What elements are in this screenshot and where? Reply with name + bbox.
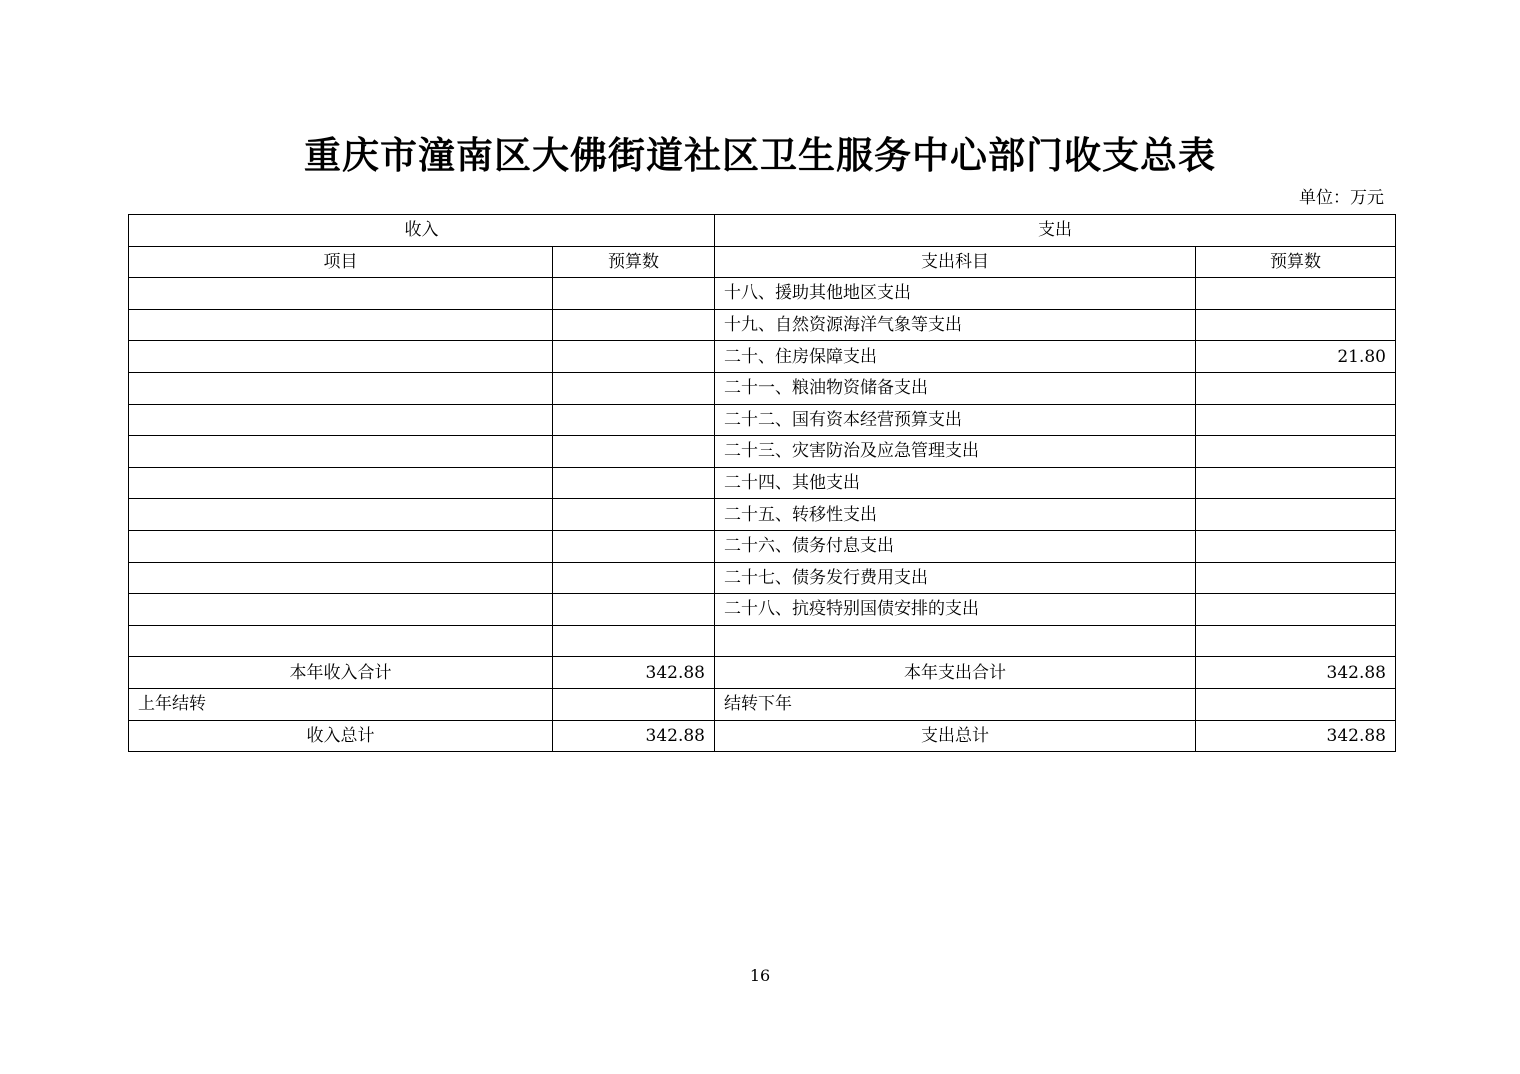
carry-out-value <box>1196 688 1396 720</box>
expense-subject-cell: 二十、住房保障支出 <box>715 341 1196 373</box>
expense-value-cell <box>1196 594 1396 626</box>
expense-subject-cell: 二十七、债务发行费用支出 <box>715 562 1196 594</box>
carry-in-label: 上年结转 <box>129 688 553 720</box>
expense-value-cell <box>1196 372 1396 404</box>
year-income-value: 342.88 <box>553 657 715 689</box>
income-value-cell <box>553 372 715 404</box>
income-value-cell <box>553 594 715 626</box>
income-item-cell <box>129 404 553 436</box>
expense-value-cell <box>1196 436 1396 468</box>
page-number: 16 <box>749 966 771 985</box>
expense-value-cell <box>1196 467 1396 499</box>
header-row-groups <box>129 215 1396 247</box>
grand-total-row <box>129 720 1396 752</box>
expense-subject-cell: 二十六、债务付息支出 <box>715 530 1196 562</box>
table-row <box>129 278 1396 310</box>
income-item-cell <box>129 530 553 562</box>
income-item-cell <box>129 467 553 499</box>
item-column-header: 项目 <box>129 246 553 278</box>
carryover-row <box>129 688 1396 720</box>
table-row <box>129 625 1396 657</box>
grand-expense-value: 342.88 <box>1196 720 1396 752</box>
year-income-label: 本年收入合计 <box>129 657 553 689</box>
income-value-cell <box>553 625 715 657</box>
expense-budget-column-header: 预算数 <box>1196 246 1396 278</box>
expense-value-cell <box>1196 404 1396 436</box>
unit-label: 单位：万元 <box>1299 188 1384 208</box>
income-item-cell <box>129 594 553 626</box>
grand-expense-label: 支出总计 <box>715 720 1196 752</box>
income-item-cell <box>129 278 553 310</box>
grand-income-label: 收入总计 <box>129 720 553 752</box>
expense-value-cell <box>1196 625 1396 657</box>
header-row-columns <box>129 246 1396 278</box>
income-item-cell <box>129 341 553 373</box>
income-item-cell <box>129 625 553 657</box>
expense-value-cell: 21.80 <box>1196 341 1396 373</box>
income-budget-column-header: 预算数 <box>553 246 715 278</box>
expense-subject-cell: 二十一、粮油物资储备支出 <box>715 372 1196 404</box>
income-item-cell <box>129 372 553 404</box>
grand-income-value: 342.88 <box>553 720 715 752</box>
expense-subject-cell: 二十二、国有资本经营预算支出 <box>715 404 1196 436</box>
income-item-cell <box>129 309 553 341</box>
income-value-cell <box>553 278 715 310</box>
expense-subject-cell: 十九、自然资源海洋气象等支出 <box>715 309 1196 341</box>
income-value-cell <box>553 562 715 594</box>
table-row <box>129 530 1396 562</box>
carry-in-value <box>553 688 715 720</box>
budget-summary-table <box>128 214 1396 752</box>
table-row <box>129 309 1396 341</box>
expense-subject-column-header: 支出科目 <box>715 246 1196 278</box>
income-value-cell <box>553 530 715 562</box>
expense-value-cell <box>1196 309 1396 341</box>
table-row <box>129 562 1396 594</box>
expense-subject-cell: 二十四、其他支出 <box>715 467 1196 499</box>
year-total-row <box>129 657 1396 689</box>
expense-value-cell <box>1196 562 1396 594</box>
table-row <box>129 594 1396 626</box>
income-value-cell <box>553 309 715 341</box>
expense-subject-cell: 十八、援助其他地区支出 <box>715 278 1196 310</box>
table-row <box>129 404 1396 436</box>
year-expense-value: 342.88 <box>1196 657 1396 689</box>
income-value-cell <box>553 341 715 373</box>
expense-group-header: 支出 <box>715 215 1396 247</box>
expense-subject-cell: 二十八、抗疫特别国债安排的支出 <box>715 594 1196 626</box>
income-value-cell <box>553 499 715 531</box>
expense-subject-cell <box>715 625 1196 657</box>
table-row <box>129 436 1396 468</box>
table-row <box>129 341 1396 373</box>
expense-value-cell <box>1196 530 1396 562</box>
page-title: 重庆市潼南区大佛街道社区卫生服务中心部门收支总表 <box>304 133 1216 177</box>
table-row <box>129 499 1396 531</box>
income-group-header: 收入 <box>129 215 715 247</box>
income-item-cell <box>129 499 553 531</box>
table-row <box>129 372 1396 404</box>
income-value-cell <box>553 467 715 499</box>
expense-subject-cell: 二十三、灾害防治及应急管理支出 <box>715 436 1196 468</box>
income-item-cell <box>129 436 553 468</box>
expense-value-cell <box>1196 499 1396 531</box>
year-expense-label: 本年支出合计 <box>715 657 1196 689</box>
income-item-cell <box>129 562 553 594</box>
income-value-cell <box>553 404 715 436</box>
expense-value-cell <box>1196 278 1396 310</box>
carry-out-label: 结转下年 <box>715 688 1196 720</box>
table-row <box>129 467 1396 499</box>
income-value-cell <box>553 436 715 468</box>
expense-subject-cell: 二十五、转移性支出 <box>715 499 1196 531</box>
